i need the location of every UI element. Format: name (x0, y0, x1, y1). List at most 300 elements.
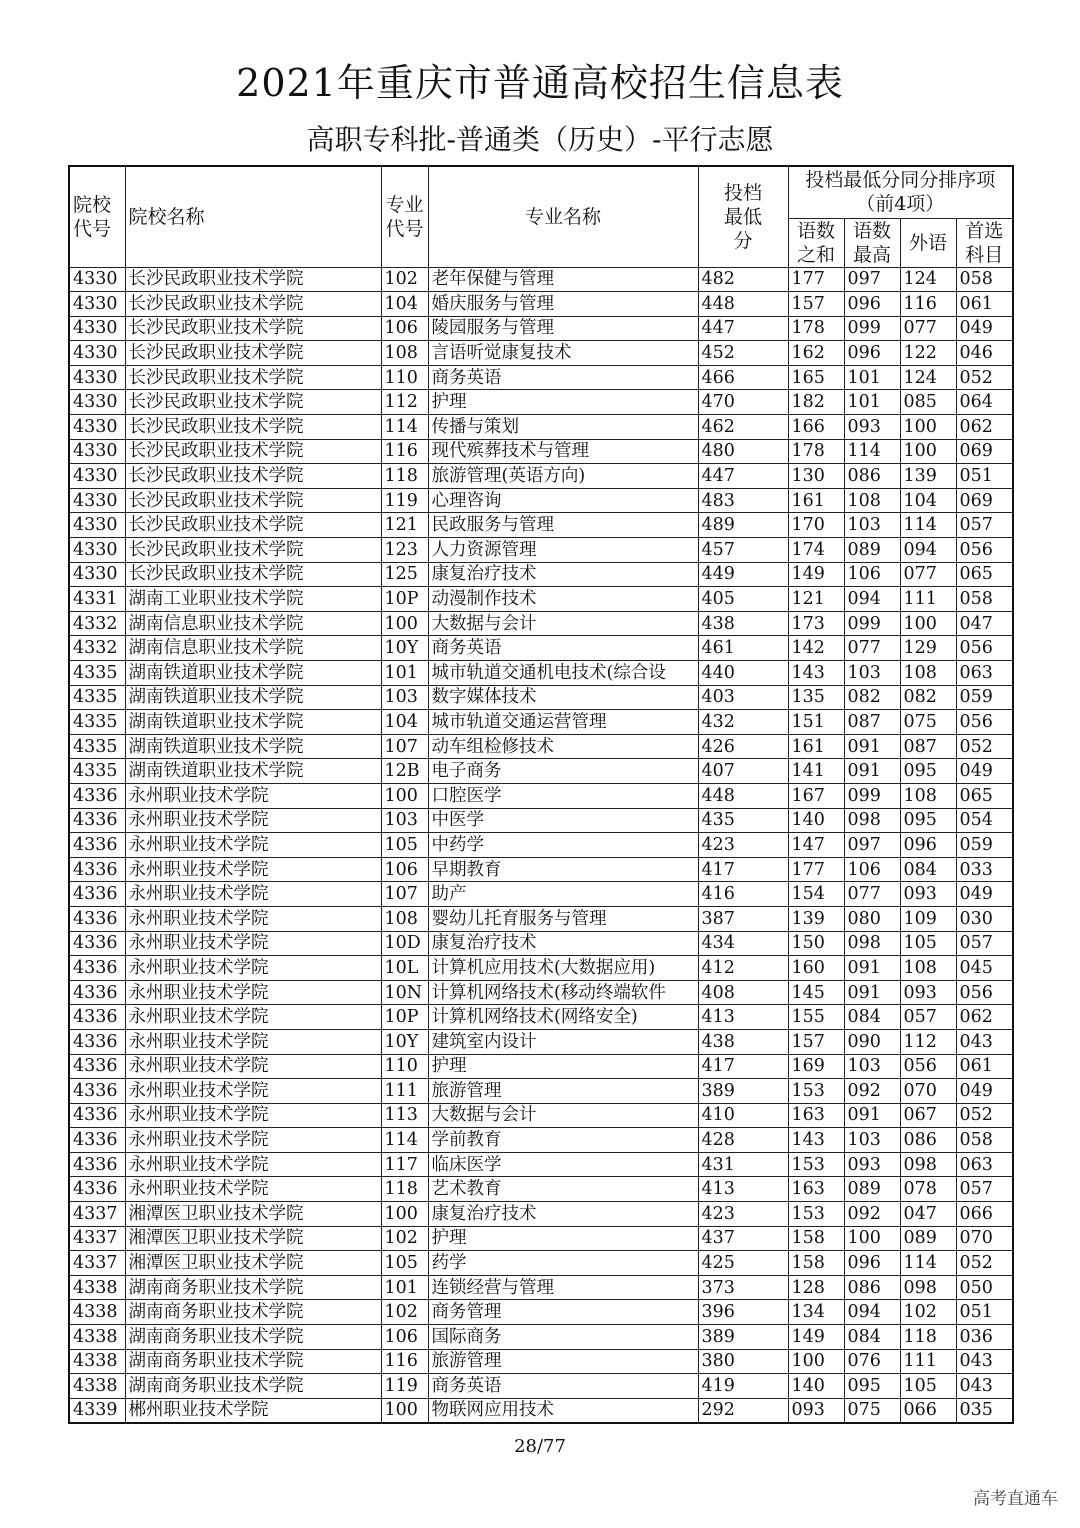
cell-yushu-max: 098 (844, 808, 900, 833)
cell-school-name: 长沙民政职业技术学院 (125, 292, 381, 317)
cell-yushu-max: 091 (844, 734, 900, 759)
cell-major-name: 城市轨道交通机电技术(综合设 (428, 661, 698, 686)
cell-yushu-max: 095 (844, 1374, 900, 1399)
cell-first-subject: 051 (956, 1300, 1013, 1325)
cell-min-score: 480 (698, 439, 788, 464)
cell-school-name: 湖南商务职业技术学院 (125, 1325, 381, 1350)
cell-school-code: 4332 (69, 636, 125, 661)
cell-school-code: 4338 (69, 1275, 125, 1300)
cell-school-name: 永州职业技术学院 (125, 1177, 381, 1202)
cell-foreign-score: 056 (900, 1054, 956, 1079)
cell-major-name: 连锁经营与管理 (428, 1275, 698, 1300)
cell-yushu-sum: 157 (788, 292, 844, 317)
cell-yushu-sum: 153 (788, 1079, 844, 1104)
cell-school-code: 4335 (69, 661, 125, 686)
cell-major-code: 106 (381, 316, 428, 341)
cell-yushu-sum: 169 (788, 1054, 844, 1079)
cell-major-name: 计算机网络技术(网络安全) (428, 1005, 698, 1030)
cell-major-name: 婚庆服务与管理 (428, 292, 698, 317)
cell-major-code: 111 (381, 1079, 428, 1104)
cell-yushu-max: 091 (844, 956, 900, 981)
cell-min-score: 489 (698, 513, 788, 538)
cell-school-code: 4337 (69, 1226, 125, 1251)
cell-foreign-score: 086 (900, 1128, 956, 1153)
cell-foreign-score: 111 (900, 587, 956, 612)
cell-school-code: 4330 (69, 365, 125, 390)
cell-first-subject: 043 (956, 1374, 1013, 1399)
cell-yushu-max: 086 (844, 464, 900, 489)
table-row (69, 439, 1013, 464)
cell-first-subject: 047 (956, 611, 1013, 636)
cell-min-score: 423 (698, 833, 788, 858)
cell-school-name: 永州职业技术学院 (125, 882, 381, 907)
table-row (69, 1226, 1013, 1251)
cell-yushu-sum: 173 (788, 611, 844, 636)
cell-school-code: 4338 (69, 1325, 125, 1350)
cell-yushu-max: 114 (844, 439, 900, 464)
cell-first-subject: 062 (956, 415, 1013, 440)
cell-school-name: 湖南商务职业技术学院 (125, 1300, 381, 1325)
cell-yushu-max: 091 (844, 980, 900, 1005)
cell-foreign-score: 124 (900, 365, 956, 390)
cell-major-code: 12B (381, 759, 428, 784)
cell-major-name: 民政服务与管理 (428, 513, 698, 538)
cell-yushu-sum: 143 (788, 661, 844, 686)
cell-major-code: 118 (381, 1177, 428, 1202)
cell-major-code: 100 (381, 783, 428, 808)
cell-major-code: 117 (381, 1152, 428, 1177)
cell-yushu-sum: 163 (788, 1103, 844, 1128)
cell-first-subject: 049 (956, 759, 1013, 784)
cell-first-subject: 035 (956, 1398, 1013, 1423)
cell-school-code: 4335 (69, 759, 125, 784)
cell-school-code: 4335 (69, 734, 125, 759)
cell-min-score: 389 (698, 1325, 788, 1350)
cell-school-code: 4336 (69, 1152, 125, 1177)
cell-school-name: 长沙民政职业技术学院 (125, 267, 381, 292)
cell-first-subject: 033 (956, 857, 1013, 882)
table-row (69, 513, 1013, 538)
cell-first-subject: 059 (956, 685, 1013, 710)
cell-yushu-sum: 151 (788, 710, 844, 735)
cell-min-score: 405 (698, 587, 788, 612)
cell-first-subject: 052 (956, 1103, 1013, 1128)
cell-major-code: 114 (381, 1128, 428, 1153)
cell-school-name: 湖南铁道职业技术学院 (125, 661, 381, 686)
table-row (69, 488, 1013, 513)
cell-yushu-sum: 178 (788, 439, 844, 464)
table-row (69, 710, 1013, 735)
cell-major-code: 116 (381, 439, 428, 464)
table-row (69, 1005, 1013, 1030)
cell-min-score: 419 (698, 1374, 788, 1399)
cell-foreign-score: 075 (900, 710, 956, 735)
table-row (69, 1398, 1013, 1423)
cell-yushu-max: 089 (844, 1177, 900, 1202)
table-row (69, 1251, 1013, 1276)
cell-major-code: 10P (381, 1005, 428, 1030)
cell-foreign-score: 095 (900, 808, 956, 833)
cell-foreign-score: 105 (900, 931, 956, 956)
cell-major-code: 118 (381, 464, 428, 489)
table-row (69, 734, 1013, 759)
cell-min-score: 413 (698, 1005, 788, 1030)
cell-major-code: 116 (381, 1349, 428, 1374)
cell-yushu-sum: 147 (788, 833, 844, 858)
cell-min-score: 457 (698, 538, 788, 563)
cell-foreign-score: 047 (900, 1202, 956, 1227)
cell-first-subject: 054 (956, 808, 1013, 833)
table-row (69, 292, 1013, 317)
table-body (69, 267, 1013, 1423)
cell-yushu-sum: 177 (788, 857, 844, 882)
cell-major-name: 商务英语 (428, 636, 698, 661)
cell-major-name: 心理咨询 (428, 488, 698, 513)
cell-foreign-score: 077 (900, 316, 956, 341)
cell-major-code: 121 (381, 513, 428, 538)
cell-major-name: 护理 (428, 1226, 698, 1251)
cell-yushu-max: 092 (844, 1202, 900, 1227)
cell-min-score: 447 (698, 464, 788, 489)
cell-first-subject: 049 (956, 1079, 1013, 1104)
cell-yushu-sum: 177 (788, 267, 844, 292)
cell-min-score: 434 (698, 931, 788, 956)
table-row (69, 1202, 1013, 1227)
cell-major-name: 计算机网络技术(移动终端软件 (428, 980, 698, 1005)
cell-major-name: 动车组检修技术 (428, 734, 698, 759)
cell-school-name: 长沙民政职业技术学院 (125, 513, 381, 538)
cell-major-code: 114 (381, 415, 428, 440)
cell-yushu-max: 093 (844, 1152, 900, 1177)
cell-major-name: 药学 (428, 1251, 698, 1276)
cell-yushu-sum: 128 (788, 1275, 844, 1300)
cell-major-code: 103 (381, 685, 428, 710)
cell-yushu-sum: 142 (788, 636, 844, 661)
cell-major-name: 商务管理 (428, 1300, 698, 1325)
cell-yushu-max: 090 (844, 1029, 900, 1054)
cell-yushu-max: 080 (844, 906, 900, 931)
cell-major-name: 旅游管理 (428, 1349, 698, 1374)
cell-major-name: 传播与策划 (428, 415, 698, 440)
cell-school-name: 湖南铁道职业技术学院 (125, 759, 381, 784)
table-row (69, 611, 1013, 636)
table-row (69, 882, 1013, 907)
cell-major-name: 城市轨道交通运营管理 (428, 710, 698, 735)
cell-major-name: 助产 (428, 882, 698, 907)
cell-school-code: 4336 (69, 857, 125, 882)
cell-major-name: 人力资源管理 (428, 538, 698, 563)
cell-yushu-sum: 149 (788, 562, 844, 587)
cell-school-code: 4330 (69, 316, 125, 341)
cell-foreign-score: 100 (900, 415, 956, 440)
cell-major-code: 10P (381, 587, 428, 612)
table-row (69, 931, 1013, 956)
cell-major-name: 老年保健与管理 (428, 267, 698, 292)
page-subtitle: 高职专科批-普通类（历史）-平行志愿 (306, 123, 774, 156)
table-row (69, 1103, 1013, 1128)
cell-min-score: 423 (698, 1202, 788, 1227)
cell-yushu-sum: 155 (788, 1005, 844, 1030)
cell-school-code: 4332 (69, 611, 125, 636)
cell-yushu-max: 103 (844, 513, 900, 538)
cell-yushu-sum: 178 (788, 316, 844, 341)
cell-foreign-score: 094 (900, 538, 956, 563)
cell-foreign-score: 093 (900, 980, 956, 1005)
cell-major-name: 陵园服务与管理 (428, 316, 698, 341)
table-row (69, 562, 1013, 587)
cell-min-score: 389 (698, 1079, 788, 1104)
cell-foreign-score: 111 (900, 1349, 956, 1374)
cell-major-code: 100 (381, 1202, 428, 1227)
cell-yushu-max: 099 (844, 611, 900, 636)
cell-major-code: 119 (381, 1374, 428, 1399)
cell-yushu-max: 098 (844, 931, 900, 956)
cell-school-code: 4337 (69, 1251, 125, 1276)
table-row (69, 857, 1013, 882)
cell-first-subject: 063 (956, 661, 1013, 686)
cell-first-subject: 049 (956, 316, 1013, 341)
cell-school-name: 湘潭医卫职业技术学院 (125, 1251, 381, 1276)
cell-school-code: 4336 (69, 906, 125, 931)
cell-school-name: 长沙民政职业技术学院 (125, 538, 381, 563)
table-row (69, 1152, 1013, 1177)
cell-yushu-max: 076 (844, 1349, 900, 1374)
cell-yushu-sum: 167 (788, 783, 844, 808)
cell-school-name: 永州职业技术学院 (125, 906, 381, 931)
cell-major-name: 口腔医学 (428, 783, 698, 808)
cell-major-code: 100 (381, 1398, 428, 1423)
header-min-score: 投档最低分 (698, 166, 788, 267)
cell-yushu-sum: 135 (788, 685, 844, 710)
cell-yushu-sum: 143 (788, 1128, 844, 1153)
table-row (69, 316, 1013, 341)
cell-min-score: 438 (698, 1029, 788, 1054)
cell-school-name: 湖南铁道职业技术学院 (125, 710, 381, 735)
table-row (69, 783, 1013, 808)
cell-min-score: 447 (698, 316, 788, 341)
cell-yushu-max: 087 (844, 710, 900, 735)
cell-first-subject: 057 (956, 931, 1013, 956)
cell-min-score: 407 (698, 759, 788, 784)
table-row (69, 1054, 1013, 1079)
cell-school-code: 4336 (69, 1005, 125, 1030)
cell-first-subject: 050 (956, 1275, 1013, 1300)
cell-major-code: 119 (381, 488, 428, 513)
cell-school-code: 4330 (69, 513, 125, 538)
table-row (69, 685, 1013, 710)
cell-major-code: 105 (381, 1251, 428, 1276)
cell-yushu-sum: 141 (788, 759, 844, 784)
cell-major-code: 113 (381, 1103, 428, 1128)
table-row (69, 759, 1013, 784)
cell-min-score: 396 (698, 1300, 788, 1325)
cell-foreign-score: 105 (900, 1374, 956, 1399)
cell-first-subject: 069 (956, 488, 1013, 513)
cell-first-subject: 049 (956, 882, 1013, 907)
cell-foreign-score: 089 (900, 1226, 956, 1251)
cell-first-subject: 052 (956, 365, 1013, 390)
cell-min-score: 470 (698, 390, 788, 415)
cell-major-name: 护理 (428, 390, 698, 415)
cell-yushu-sum: 174 (788, 538, 844, 563)
cell-major-name: 数字媒体技术 (428, 685, 698, 710)
cell-first-subject: 056 (956, 980, 1013, 1005)
cell-school-code: 4330 (69, 562, 125, 587)
cell-school-code: 4330 (69, 341, 125, 366)
cell-foreign-score: 104 (900, 488, 956, 513)
cell-school-code: 4330 (69, 538, 125, 563)
cell-school-code: 4338 (69, 1300, 125, 1325)
cell-foreign-score: 078 (900, 1177, 956, 1202)
cell-first-subject: 064 (956, 390, 1013, 415)
cell-school-code: 4335 (69, 710, 125, 735)
cell-school-name: 长沙民政职业技术学院 (125, 341, 381, 366)
cell-min-score: 417 (698, 1054, 788, 1079)
cell-yushu-max: 101 (844, 365, 900, 390)
page-title: 2021年重庆市普通高校招生信息表 (236, 61, 844, 105)
cell-first-subject: 046 (956, 341, 1013, 366)
cell-first-subject: 056 (956, 710, 1013, 735)
cell-school-code: 4335 (69, 685, 125, 710)
cell-min-score: 431 (698, 1152, 788, 1177)
cell-foreign-score: 095 (900, 759, 956, 784)
cell-major-code: 106 (381, 1325, 428, 1350)
cell-major-name: 护理 (428, 1054, 698, 1079)
cell-school-name: 永州职业技术学院 (125, 1103, 381, 1128)
cell-major-name: 大数据与会计 (428, 611, 698, 636)
cell-first-subject: 056 (956, 636, 1013, 661)
cell-first-subject: 045 (956, 956, 1013, 981)
cell-first-subject: 058 (956, 267, 1013, 292)
cell-yushu-sum: 150 (788, 931, 844, 956)
header-yushu-sum: 语数之和 (788, 218, 844, 267)
cell-major-name: 电子商务 (428, 759, 698, 784)
cell-major-name: 中医学 (428, 808, 698, 833)
cell-school-name: 湖南商务职业技术学院 (125, 1374, 381, 1399)
table-row (69, 1128, 1013, 1153)
table-row (69, 415, 1013, 440)
cell-school-name: 永州职业技术学院 (125, 1128, 381, 1153)
cell-school-code: 4338 (69, 1349, 125, 1374)
header-school-name: 院校名称 (125, 166, 381, 267)
cell-yushu-sum: 140 (788, 808, 844, 833)
cell-major-code: 10Y (381, 636, 428, 661)
cell-major-name: 旅游管理(英语方向) (428, 464, 698, 489)
cell-foreign-score: 122 (900, 341, 956, 366)
cell-yushu-max: 077 (844, 882, 900, 907)
cell-school-name: 永州职业技术学院 (125, 980, 381, 1005)
cell-foreign-score: 084 (900, 857, 956, 882)
cell-yushu-sum: 162 (788, 341, 844, 366)
cell-major-name: 康复治疗技术 (428, 1202, 698, 1227)
cell-major-name: 商务英语 (428, 365, 698, 390)
cell-school-code: 4336 (69, 808, 125, 833)
cell-school-name: 长沙民政职业技术学院 (125, 390, 381, 415)
cell-yushu-max: 082 (844, 685, 900, 710)
cell-school-name: 永州职业技术学院 (125, 1152, 381, 1177)
cell-min-score: 412 (698, 956, 788, 981)
cell-yushu-sum: 161 (788, 734, 844, 759)
cell-yushu-max: 084 (844, 1325, 900, 1350)
cell-foreign-score: 093 (900, 882, 956, 907)
cell-min-score: 425 (698, 1251, 788, 1276)
cell-school-code: 4336 (69, 931, 125, 956)
cell-yushu-sum: 139 (788, 906, 844, 931)
cell-min-score: 438 (698, 611, 788, 636)
cell-school-code: 4330 (69, 464, 125, 489)
cell-yushu-max: 103 (844, 1128, 900, 1153)
cell-yushu-max: 100 (844, 1226, 900, 1251)
cell-school-name: 永州职业技术学院 (125, 1005, 381, 1030)
cell-yushu-max: 077 (844, 636, 900, 661)
cell-major-name: 临床医学 (428, 1152, 698, 1177)
cell-foreign-score: 102 (900, 1300, 956, 1325)
cell-school-name: 永州职业技术学院 (125, 1029, 381, 1054)
cell-yushu-sum: 130 (788, 464, 844, 489)
cell-school-code: 4337 (69, 1202, 125, 1227)
cell-foreign-score: 066 (900, 1398, 956, 1423)
cell-yushu-sum: 165 (788, 365, 844, 390)
cell-min-score: 483 (698, 488, 788, 513)
table-row (69, 365, 1013, 390)
cell-school-name: 永州职业技术学院 (125, 783, 381, 808)
cell-school-code: 4336 (69, 1079, 125, 1104)
cell-yushu-max: 094 (844, 1300, 900, 1325)
cell-min-score: 435 (698, 808, 788, 833)
cell-school-name: 永州职业技术学院 (125, 1054, 381, 1079)
table-row (69, 267, 1013, 292)
cell-first-subject: 061 (956, 1054, 1013, 1079)
cell-major-code: 108 (381, 906, 428, 931)
cell-first-subject: 063 (956, 1152, 1013, 1177)
cell-min-score: 403 (698, 685, 788, 710)
cell-first-subject: 069 (956, 439, 1013, 464)
table-row (69, 1177, 1013, 1202)
cell-major-code: 101 (381, 661, 428, 686)
cell-yushu-sum: 163 (788, 1177, 844, 1202)
cell-school-name: 湖南铁道职业技术学院 (125, 734, 381, 759)
cell-yushu-sum: 149 (788, 1325, 844, 1350)
cell-yushu-sum: 161 (788, 488, 844, 513)
cell-major-code: 110 (381, 365, 428, 390)
cell-min-score: 482 (698, 267, 788, 292)
cell-school-name: 长沙民政职业技术学院 (125, 439, 381, 464)
cell-yushu-max: 096 (844, 341, 900, 366)
cell-school-name: 湖南商务职业技术学院 (125, 1349, 381, 1374)
cell-yushu-sum: 153 (788, 1202, 844, 1227)
cell-yushu-max: 097 (844, 267, 900, 292)
cell-school-code: 4336 (69, 1128, 125, 1153)
cell-min-score: 448 (698, 783, 788, 808)
cell-yushu-sum: 157 (788, 1029, 844, 1054)
cell-school-code: 4330 (69, 267, 125, 292)
cell-yushu-max: 097 (844, 833, 900, 858)
cell-school-code: 4336 (69, 882, 125, 907)
table-row (69, 906, 1013, 931)
cell-yushu-max: 106 (844, 562, 900, 587)
table-row (69, 636, 1013, 661)
cell-school-name: 永州职业技术学院 (125, 833, 381, 858)
cell-foreign-score: 129 (900, 636, 956, 661)
cell-school-code: 4336 (69, 783, 125, 808)
cell-major-code: 10D (381, 931, 428, 956)
cell-school-code: 4336 (69, 833, 125, 858)
cell-foreign-score: 077 (900, 562, 956, 587)
table-row (69, 956, 1013, 981)
cell-major-code: 101 (381, 1275, 428, 1300)
cell-major-code: 107 (381, 882, 428, 907)
cell-foreign-score: 096 (900, 833, 956, 858)
